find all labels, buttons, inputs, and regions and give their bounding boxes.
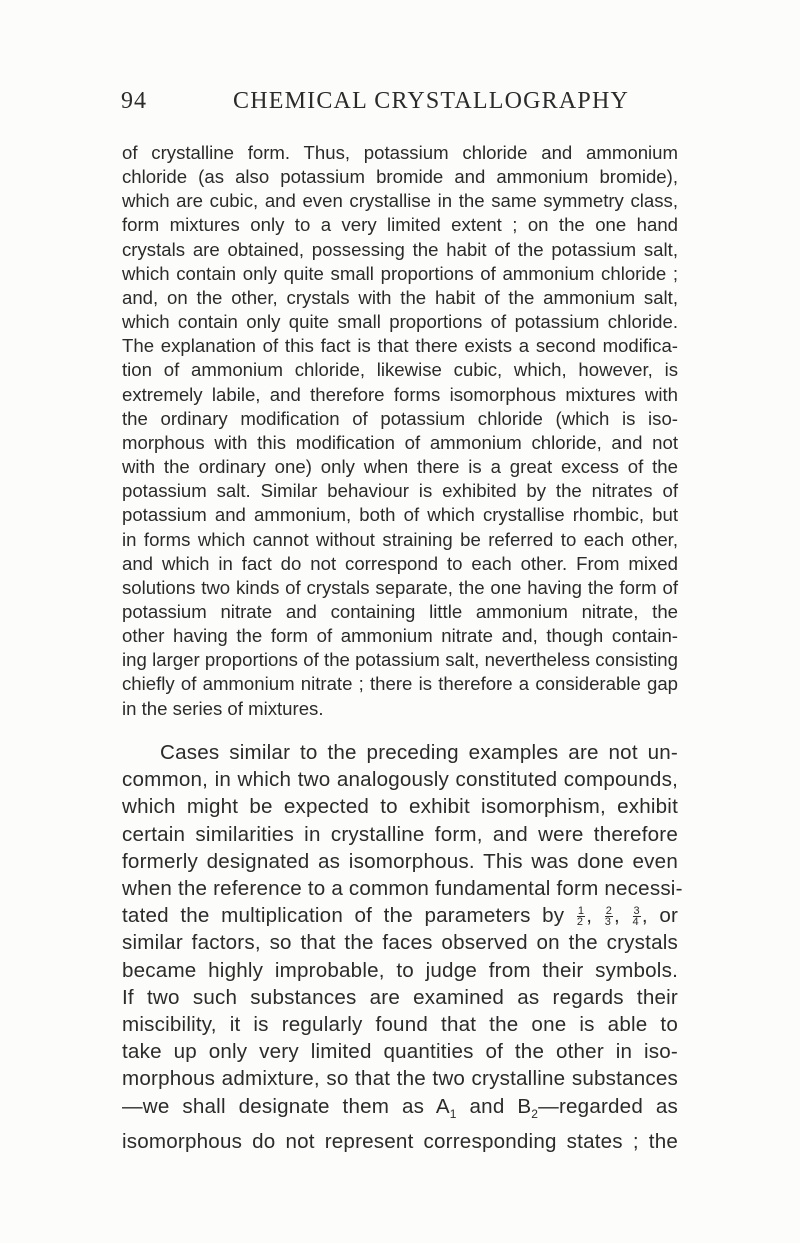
text-line: form mixtures only to a very limited extent ; on the one hand (122, 214, 678, 236)
text-line: crystals are obtained, possessing the habit of the potassium salt, (122, 238, 678, 260)
text-line: solutions two kinds of crystals separate, the one having the form of (122, 576, 678, 598)
text-line: which contain only quite small proportions of potassium chloride. (122, 311, 678, 333)
page-number: 94 (121, 88, 147, 114)
text-line: miscibility, it is regularly found that the one is able to (122, 1013, 678, 1037)
fraction-two-thirds: $\frac{2}{3}$ (604, 905, 613, 929)
symbol-line: —we shall designate them as $A_1$ and $B_2—regarded$ as (122, 1094, 678, 1121)
text-line: other having the form of ammonium nitrate and, though contain- (122, 625, 678, 647)
paragraph-2 (122, 739, 683, 1155)
text-line: formerly designated as isomorphous. This was done even (122, 849, 678, 873)
text-line: isomorphous do not represent corresponding states ; the (122, 1129, 678, 1153)
text-line: in forms which cannot without straining be referred to each other, (122, 528, 678, 550)
text-line: became highly improbable, to judge from their symbols. (122, 958, 678, 982)
text-line: which contain only quite small proportions of ammonium chloride ; (122, 262, 678, 284)
text-line: chloride (as also potassium bromide and ammonium bromide), (122, 166, 678, 188)
text-line: chiefly of ammonium nitrate ; there is therefore a considerable gap (122, 673, 678, 695)
text-line: The explanation of this fact is that there exists a second modifica- (122, 335, 678, 357)
text-line: when the reference to a common fundamental form necessi- (122, 877, 683, 901)
text-line: which are cubic, and even crystallise in the same symmetry class, (122, 190, 678, 212)
text-line: and which in fact do not correspond to each other. From mixed (122, 552, 678, 574)
text-line: take up only very limited quantities of the other in iso- (122, 1040, 678, 1064)
text-line: tion of ammonium chloride, likewise cubic, which, however, is (122, 359, 678, 381)
fraction-one-half: $\frac{1}{2}$ (576, 905, 585, 929)
paragraph-1 (122, 141, 678, 721)
page-header (121, 88, 681, 120)
text-line: If two such substances are examined as regards their (122, 985, 678, 1009)
text-line: ing larger proportions of the potassium salt, nevertheless consisting (122, 649, 678, 671)
text-line: which might be expected to exhibit isomorphism, exhibit (122, 795, 678, 819)
text-segment: tated the multiplication of the parameters by (122, 904, 565, 928)
text-line: of crystalline form. Thus, potassium chloride and ammonium (122, 142, 678, 163)
fraction-three-quarters: $\frac{3}{4}$ (632, 905, 640, 929)
text-line: potassium and ammonium, both of which crystallise rhombic, but (122, 504, 678, 526)
text-line: certain similarities in crystalline form, and were therefore (122, 822, 678, 846)
running-title: CHEMICAL CRYSTALLOGRAPHY (233, 88, 630, 114)
text-line: with the ordinary one) only when there is a great excess of the (122, 456, 678, 478)
fraction-line: tated the multiplication of the parameters by $\frac{1}{2}$ , $\frac{2}{3}$ , $\frac{3}{4}$ , or (122, 904, 679, 929)
text-line: similar factors, so that the faces observed on the crystals (122, 931, 678, 955)
text-line: and, on the other, crystals with the habit of the ammonium salt, (122, 286, 678, 308)
text-line: morphous admixture, so that the two crystalline substances (122, 1067, 678, 1091)
text-line: potassium nitrate and containing little ammonium nitrate, the (122, 600, 678, 622)
text-line: morphous with this modification of ammonium chloride, and not (122, 431, 678, 453)
text-line: Cases similar to the preceding examples are not un- (160, 741, 678, 764)
text-line: the ordinary modification of potassium chloride (which is iso- (122, 407, 678, 429)
text-line: potassium salt. Similar behaviour is exhibited by the nitrates of (122, 480, 678, 502)
text-line: in the series of mixtures. (122, 697, 324, 719)
text-segment: or (659, 904, 679, 928)
text-line: common, in which two analogously constituted compounds, (122, 768, 678, 792)
text-line: extremely labile, and therefore forms isomorphous mixtures with (122, 383, 678, 405)
